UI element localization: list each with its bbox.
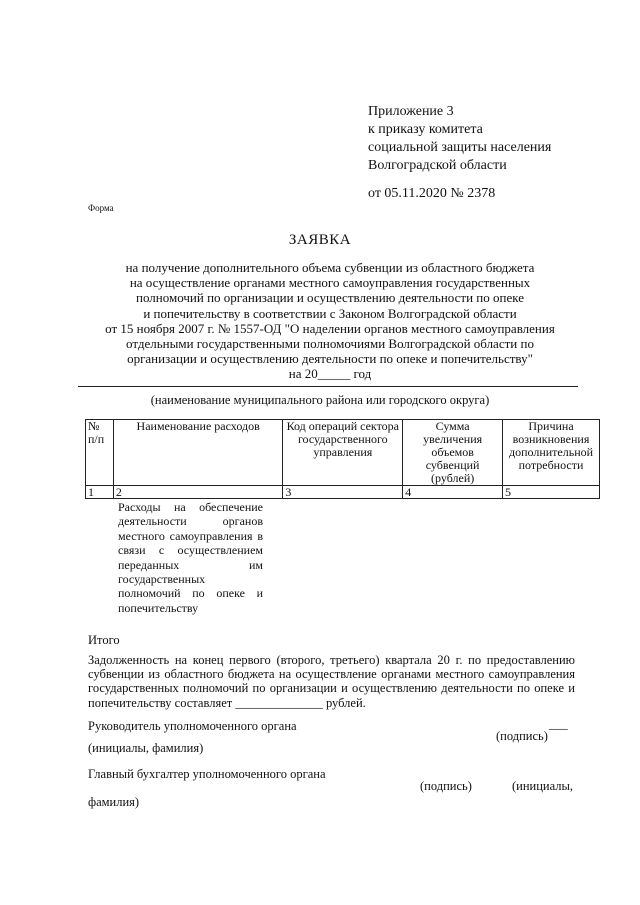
table-header-row xyxy=(86,420,600,486)
accountant-initials-cont: фамилия) xyxy=(88,795,140,809)
appendix-date: от 05.11.2020 № 2378 xyxy=(368,186,496,201)
request-table xyxy=(85,419,600,499)
municipality-line xyxy=(78,386,578,387)
subtitle-line: на 20_____ год xyxy=(288,366,372,382)
municipality-caption: (наименование муниципального района или городского округа) xyxy=(150,393,490,407)
appendix-line: к приказу комитета xyxy=(368,122,483,137)
expense-description: Расходы на обеспечение деятельности органов местного самоуправления в связи с осуществлением переданных им государственных полномочий по опеке и попечительству xyxy=(118,500,263,615)
header-reason: Причина возникновения дополнительной потребности xyxy=(503,420,600,486)
total-label: Итого xyxy=(88,633,120,647)
accountant-label: Главный бухгалтер уполномоченного органа xyxy=(88,767,326,781)
column-number-cell: 5 xyxy=(503,486,600,499)
subtitle-line: и попечительству в соответствии с Законом Волгоградской области xyxy=(143,305,517,321)
subtitle-line: от 15 ноября 2007 г. № 1557-ОД "О наделении органов местного самоуправления xyxy=(105,320,555,336)
appendix-line: Волгоградской области xyxy=(368,158,507,173)
column-number-cell: 4 xyxy=(403,486,503,499)
accountant-signature: (подпись) xyxy=(420,779,472,793)
appendix-line: Приложение 3 xyxy=(368,104,454,119)
column-number-cell: 3 xyxy=(283,486,403,499)
header-amount: Сумма увеличения объемов субвенций (рублей) xyxy=(403,420,503,486)
debt-paragraph: Задолженность на конец первого (второго, третьего) квартала 20 г. по предоставлению субвенции из областного бюджета на осуществление органами местного самоуправления государственных полномочий по организации и осуществлению деятельности по опеке и попечительству составляет ______________ рублей. xyxy=(88,653,575,710)
column-number-cell: 1 xyxy=(86,486,114,499)
document-title: ЗАЯВКА xyxy=(288,232,352,248)
column-number-cell: 2 xyxy=(113,486,282,499)
header-number: № п/п xyxy=(86,420,114,486)
form-label: Форма xyxy=(88,203,114,213)
document-subtitle xyxy=(80,260,580,382)
appendix-block xyxy=(368,103,551,175)
accountant-initials: (инициалы, xyxy=(512,779,574,793)
header-operation-code: Код операций сектора государственного управления xyxy=(283,420,403,486)
table-row xyxy=(86,486,600,499)
subtitle-line: отдельными государственными полномочиями Волгоградской области по xyxy=(126,336,534,352)
appendix-line: социальной защиты населения xyxy=(368,140,552,155)
subtitle-line: на получение дополнительного объема субвенции из областного бюджета xyxy=(125,260,535,275)
head-signature-line: ___ xyxy=(549,717,568,731)
head-initials: (инициалы, фамилия) xyxy=(88,741,204,755)
subtitle-line: организации и осуществлению деятельности по опеке и попечительству" xyxy=(127,351,533,367)
head-signature: (подпись) xyxy=(496,729,548,743)
header-expense-name: Наименование расходов xyxy=(113,420,282,486)
subtitle-line: полномочий по организации и осуществлению деятельности по опеке xyxy=(136,290,524,306)
subtitle-line: на осуществление органами местного самоуправления государственных xyxy=(129,275,531,291)
head-label: Руководитель уполномоченного органа xyxy=(88,719,297,733)
